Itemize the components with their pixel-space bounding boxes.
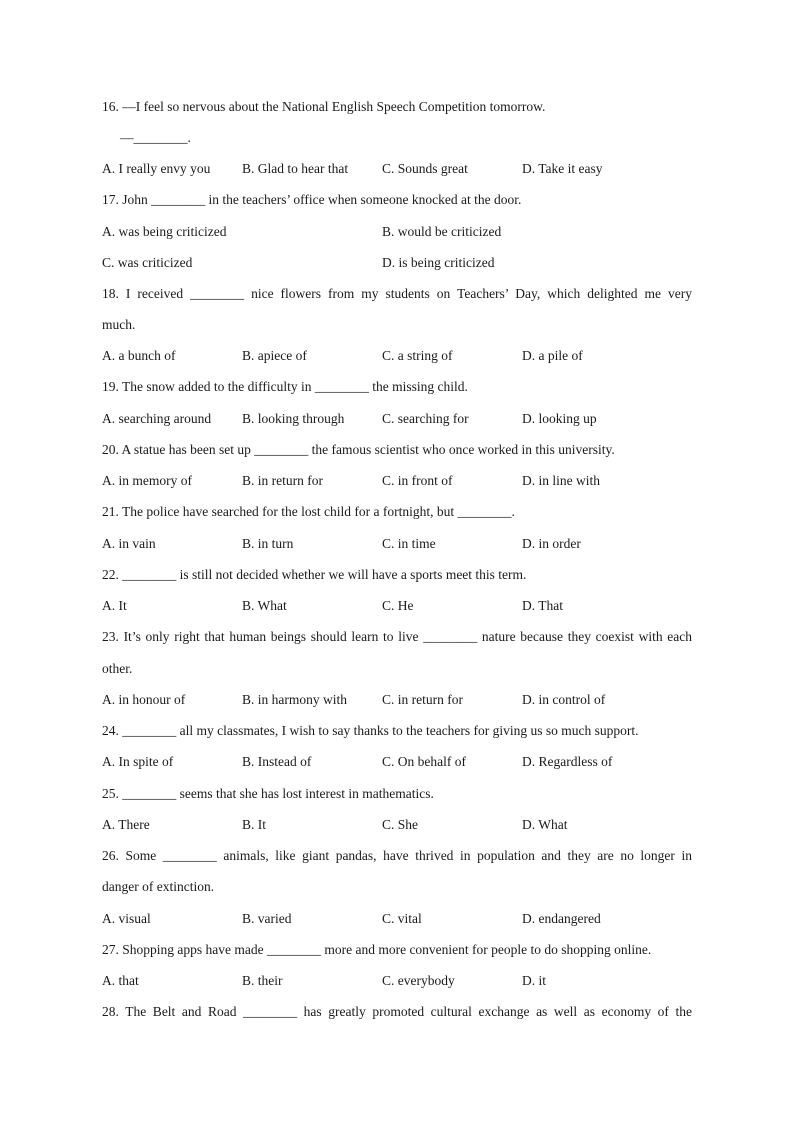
- option-c: C. was criticized: [102, 255, 193, 270]
- option-c: C. She: [382, 817, 419, 832]
- option-b: B. Glad to hear that: [242, 161, 349, 176]
- option-b: B. in return for: [242, 473, 323, 488]
- option-c: C. He: [382, 598, 414, 613]
- question-18-options: [102, 340, 692, 371]
- option-a: A. I really envy you: [102, 161, 211, 176]
- option-a: A. visual: [102, 911, 151, 926]
- question-20-options: [102, 465, 692, 496]
- option-d: D. in control of: [522, 692, 606, 707]
- option-d: D. Regardless of: [522, 754, 613, 769]
- option-d: D. it: [522, 973, 547, 988]
- option-a: A. In spite of: [102, 754, 174, 769]
- option-a: A. was being criticized: [102, 224, 227, 239]
- option-a: A. It: [102, 598, 127, 613]
- option-b: B. in turn: [242, 536, 294, 551]
- option-d: D. is being criticized: [382, 255, 495, 270]
- question-24-options: [102, 746, 692, 777]
- question-16-stem: 16. —I feel so nervous about the National English Speech Competition tomorrow.: [102, 99, 546, 114]
- question-20-stem: 20. A statue has been set up ________ the famous scientist who once worked in this university.: [102, 442, 615, 457]
- option-b: B. in harmony with: [242, 692, 347, 707]
- option-c: C. Sounds great: [382, 161, 468, 176]
- option-d: D. a pile of: [522, 348, 583, 363]
- question-27-options: [102, 965, 692, 996]
- option-d: D. Take it easy: [522, 161, 603, 176]
- option-a: A. that: [102, 973, 139, 988]
- question-17-options-row1: [102, 216, 692, 247]
- option-a: A. in honour of: [102, 692, 186, 707]
- question-25-options: [102, 809, 692, 840]
- question-27-stem: 27. Shopping apps have made ________ more and more convenient for people to do shopping online.: [102, 942, 652, 957]
- question-17-options-row2: [102, 247, 692, 278]
- question-19-stem: 19. The snow added to the difficulty in ________ the missing child.: [102, 379, 468, 394]
- option-b: B. It: [242, 817, 267, 832]
- option-b: B. Instead of: [242, 754, 312, 769]
- option-c: C. searching for: [382, 411, 469, 426]
- question-23-stem: 23. It’s only right that human beings should learn to live ________ nature because they coexist with each: [102, 629, 692, 644]
- question-26-options: [102, 903, 692, 934]
- option-a: A. in vain: [102, 536, 156, 551]
- option-b: B. What: [242, 598, 287, 613]
- question-22-stem: 22. ________ is still not decided whether we will have a sports meet this term.: [102, 567, 527, 582]
- question-24-stem: 24. ________ all my classmates, I wish to say thanks to the teachers for giving us so much support.: [102, 723, 639, 738]
- question-23-stem-cont: other.: [102, 661, 133, 676]
- option-c: C. in front of: [382, 473, 453, 488]
- option-d: D. in order: [522, 536, 581, 551]
- option-c: C. a string of: [382, 348, 453, 363]
- question-17-stem: 17. John ________ in the teachers’ office when someone knocked at the door.: [102, 192, 522, 207]
- option-b: B. their: [242, 973, 283, 988]
- option-a: A. There: [102, 817, 150, 832]
- question-22-options: [102, 590, 692, 621]
- question-28-stem: 28. The Belt and Road ________ has greatly promoted cultural exchange as well as economy of the: [102, 1004, 692, 1019]
- question-19-options: [102, 403, 692, 434]
- question-26-stem: 26. Some ________ animals, like giant pandas, have thrived in population and they are no longer in: [102, 848, 692, 863]
- option-a: A. a bunch of: [102, 348, 176, 363]
- option-d: D. That: [522, 598, 563, 613]
- option-c: C. everybody: [382, 973, 455, 988]
- question-23-options: [102, 684, 692, 715]
- option-a: A. searching around: [102, 411, 212, 426]
- question-18-stem: 18. I received ________ nice flowers from my students on Teachers’ Day, which delighted me very: [102, 286, 692, 301]
- question-25-stem: 25. ________ seems that she has lost interest in mathematics.: [102, 786, 434, 801]
- option-c: C. in return for: [382, 692, 463, 707]
- question-21-stem: 21. The police have searched for the lost child for a fortnight, but ________.: [102, 504, 515, 519]
- option-c: C. vital: [382, 911, 422, 926]
- option-c: C. in time: [382, 536, 436, 551]
- question-16-options: [102, 153, 692, 184]
- question-21-options: [102, 528, 692, 559]
- option-b: B. would be criticized: [382, 224, 502, 239]
- option-b: B. looking through: [242, 411, 345, 426]
- question-18-stem-cont: much.: [102, 317, 136, 332]
- option-a: A. in memory of: [102, 473, 192, 488]
- option-d: D. in line with: [522, 473, 600, 488]
- question-26-stem-cont: danger of extinction.: [102, 879, 215, 894]
- option-b: B. varied: [242, 911, 292, 926]
- option-b: B. apiece of: [242, 348, 307, 363]
- option-d: D. endangered: [522, 911, 601, 926]
- option-c: C. On behalf of: [382, 754, 466, 769]
- question-16-reply: —________.: [120, 130, 191, 145]
- option-d: D. looking up: [522, 411, 597, 426]
- option-d: D. What: [522, 817, 568, 832]
